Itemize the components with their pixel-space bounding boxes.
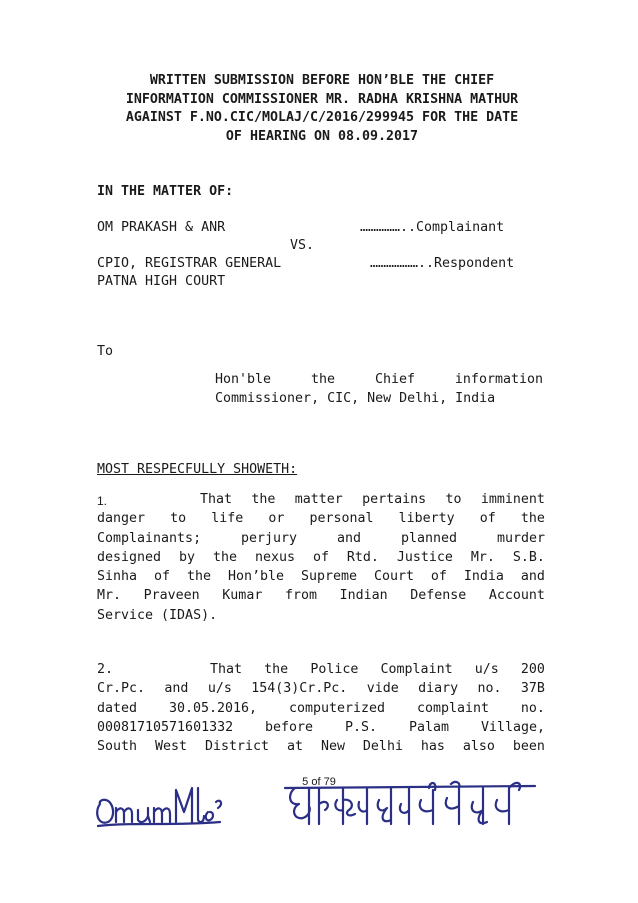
word: the	[520, 511, 545, 527]
word: Hon'ble	[215, 372, 272, 387]
word: has	[420, 739, 445, 755]
word: the	[310, 372, 336, 387]
word: Hon’ble	[227, 569, 284, 585]
word: Defense	[410, 588, 467, 604]
word: no.	[520, 700, 545, 716]
word: nexus	[254, 549, 295, 565]
word: imminent	[480, 492, 545, 507]
word: West	[154, 739, 188, 755]
paragraph-1	[97, 490, 545, 625]
word: u/s	[474, 662, 499, 677]
addressee-line-1	[215, 370, 543, 389]
word: Complaint	[380, 662, 453, 677]
word: computerized	[288, 700, 386, 716]
word: 200	[520, 662, 545, 677]
word: been	[512, 739, 545, 755]
word: Praveen	[143, 588, 200, 604]
paragraph-line	[97, 737, 545, 756]
heading-line-2: INFORMATION COMMISSIONER MR. RADHA KRISHNA MATHUR	[125, 91, 519, 107]
word: Delhi	[362, 739, 403, 755]
word: to	[445, 492, 462, 507]
paragraph-line	[97, 567, 545, 586]
word: and	[337, 530, 362, 546]
word: Indian	[339, 588, 388, 604]
showeth-heading: MOST RESPECFULLY SHOWETH:	[97, 462, 298, 477]
paragraph-line	[97, 548, 545, 567]
word: diary	[418, 681, 459, 697]
word: of	[312, 549, 329, 565]
word: from	[284, 588, 317, 604]
paragraph-line	[97, 509, 545, 528]
paragraph-line	[97, 529, 545, 548]
word: pertains	[362, 492, 427, 507]
word: the	[264, 662, 289, 677]
word: Palam	[408, 719, 450, 735]
complainant-role: ……………..Complainant	[360, 220, 505, 235]
addressee-line-2: Commissioner, CIC, New Delhi, India	[215, 391, 496, 407]
word: u/s	[207, 681, 232, 697]
word: or	[268, 511, 285, 527]
word: That	[210, 662, 243, 677]
word: murder	[496, 530, 545, 546]
paragraph-2	[97, 660, 545, 756]
word: Mr.	[470, 549, 495, 565]
word: matter	[294, 492, 343, 507]
word: Justice	[396, 549, 453, 565]
word: and	[520, 569, 545, 585]
word: no.	[477, 681, 502, 697]
word: Rtd.	[346, 549, 379, 565]
word: designed	[97, 549, 162, 565]
paragraph-2-number: 2.	[97, 662, 114, 677]
word: and	[164, 681, 189, 697]
word: Complainants;	[97, 530, 202, 546]
word: 154(3)Cr.Pc.	[251, 681, 348, 697]
heading-line-4: OF HEARING ON 08.09.2017	[225, 128, 419, 144]
word: P.S.	[345, 719, 378, 735]
word: 00081710571601332	[97, 719, 234, 735]
word: That	[200, 492, 233, 507]
word: District	[204, 739, 270, 755]
paragraph-line	[97, 718, 545, 737]
word: Supreme	[300, 569, 357, 585]
signature-left	[92, 782, 227, 832]
word: Cr.Pc.	[97, 681, 146, 697]
word: personal	[309, 511, 374, 527]
respondent-role: ………………..Respondent	[370, 256, 515, 271]
word: of	[153, 569, 170, 585]
word: danger	[97, 511, 146, 527]
word: by	[179, 549, 196, 565]
word: of	[479, 511, 496, 527]
to-label: To	[97, 344, 114, 359]
word: also	[462, 739, 495, 755]
respondent-court: PATNA HIGH COURT	[97, 274, 226, 289]
word: Court	[373, 569, 414, 585]
paragraph-line: Service (IDAS).	[97, 607, 218, 623]
word: Chief	[374, 372, 415, 387]
word: Village,	[480, 719, 545, 735]
word: Kumar	[222, 588, 263, 604]
word: India	[463, 569, 504, 585]
word: at	[286, 739, 303, 755]
word: planned	[400, 530, 458, 546]
word: life	[211, 511, 244, 527]
paragraph-line	[97, 699, 545, 718]
paragraph-line	[200, 490, 545, 509]
word: information	[454, 372, 543, 387]
word: to	[170, 511, 187, 527]
word: dated	[97, 700, 138, 716]
word: 30.05.2016,	[168, 700, 258, 716]
word: the	[186, 569, 211, 585]
matter-label: IN THE MATTER OF:	[97, 184, 234, 199]
word: South	[97, 739, 138, 755]
word: before	[265, 719, 314, 735]
word: liberty	[398, 511, 455, 527]
word: S.B.	[512, 549, 545, 565]
versus-text: VS.	[290, 238, 315, 253]
word: vide	[366, 681, 399, 697]
word: New	[320, 739, 345, 755]
paragraph-line	[97, 679, 545, 698]
word: complaint	[416, 700, 489, 716]
word: the	[212, 549, 237, 565]
word: Account	[488, 588, 545, 604]
paragraph-line	[210, 660, 545, 679]
complainant-name: OM PRAKASH & ANR	[97, 220, 226, 235]
word: Mr.	[97, 588, 122, 604]
heading-line-1: WRITTEN SUBMISSION BEFORE HON’BLE THE CHIEF	[149, 73, 495, 88]
word: Sinha	[97, 569, 138, 585]
page-number: 5 of 79	[302, 776, 336, 788]
addressee	[215, 370, 543, 409]
paragraph-line	[97, 586, 545, 605]
respondent-name: CPIO, REGISTRAR GENERAL	[97, 256, 282, 271]
document-heading	[92, 72, 552, 146]
word: of	[430, 569, 447, 585]
word: perjury	[241, 530, 298, 546]
word: Police	[310, 662, 359, 677]
paragraph-1-number: 1.	[97, 494, 108, 508]
word: 37B	[520, 681, 545, 697]
heading-line-3: AGAINST F.NO.CIC/MOLAJ/C/2016/299945 FOR THE DATE	[125, 110, 519, 125]
word: the	[251, 492, 276, 507]
signature-right	[283, 780, 543, 836]
